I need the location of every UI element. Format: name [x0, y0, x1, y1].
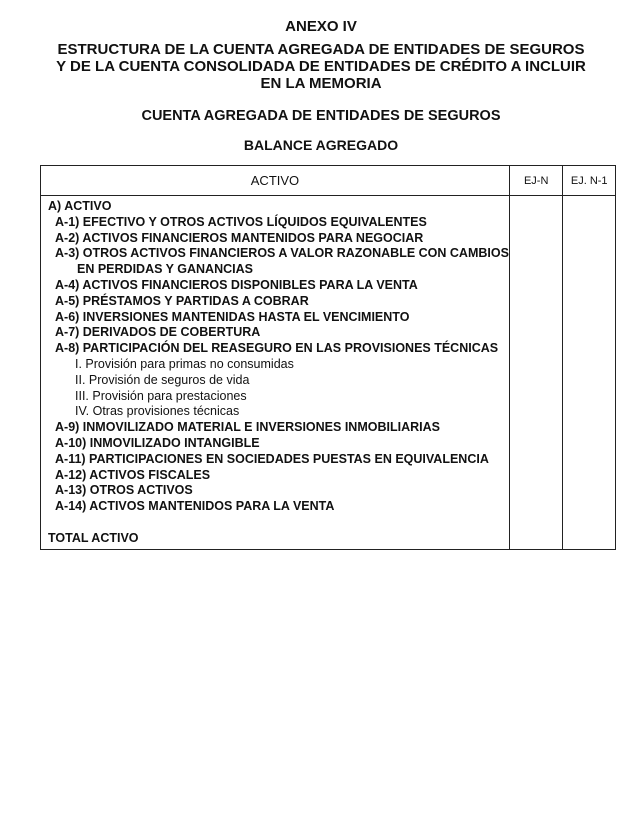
line-item-row: A) ACTIVO: [48, 199, 112, 213]
activo-items-cell: [41, 196, 510, 550]
line-item-row: A-5) PRÉSTAMOS Y PARTIDAS A COBRAR: [55, 293, 309, 308]
line-item-row: A-3) OTROS ACTIVOS FINANCIEROS A VALOR RAZONABLE CON CAMBIOS: [55, 246, 509, 261]
annex-title: ANEXO IV: [285, 18, 357, 35]
ej-n-1-values-cell: [563, 196, 616, 550]
line-item-row: A-14) ACTIVOS MANTENIDOS PARA LA VENTA: [55, 499, 335, 514]
table-header-row: [41, 166, 616, 196]
ej-n-values-cell: [509, 196, 563, 550]
line-item-row: A-10) INMOVILIZADO INTANGIBLE: [55, 435, 260, 450]
line-item-row: A-11) PARTICIPACIONES EN SOCIEDADES PUESTAS EN EQUIVALENCIA: [55, 451, 489, 466]
line-item-row: A-8) PARTICIPACIÓN DEL REASEGURO EN LAS PROVISIONES TÉCNICAS: [55, 341, 499, 356]
line-item-row: A-12) ACTIVOS FISCALES: [55, 467, 211, 482]
main-title-line: Y DE LA CUENTA CONSOLIDADA DE ENTIDADES DE CRÉDITO A INCLUIR: [56, 58, 586, 75]
line-item-row: A-1) EFECTIVO Y OTROS ACTIVOS LÍQUIDOS EQUIVALENTES: [55, 214, 427, 229]
line-item-row: TOTAL ACTIVO: [48, 530, 139, 545]
line-item-row: A-9) INMOVILIZADO MATERIAL E INVERSIONES INMOBILIARIAS: [55, 420, 440, 435]
header-ej-n: EJ-N: [509, 166, 563, 196]
sub-item-row: II. Provisión de seguros de vida: [75, 372, 250, 387]
line-item-row: EN PERDIDAS Y GANANCIAS: [77, 262, 253, 277]
main-title-line: ESTRUCTURA DE LA CUENTA AGREGADA DE ENTIDADES DE SEGUROS: [57, 41, 585, 58]
table-body-row: [41, 196, 616, 550]
line-item-row: A-2) ACTIVOS FINANCIEROS MANTENIDOS PARA NEGOCIAR: [55, 230, 424, 245]
header-activo: ACTIVO: [41, 166, 510, 196]
activo-items-list: [41, 199, 509, 547]
main-title: [0, 41, 642, 92]
sub-item-row: III. Provisión para prestaciones: [75, 388, 247, 403]
line-item-row: A-6) INVERSIONES MANTENIDAS HASTA EL VENCIMIENTO: [55, 309, 410, 324]
line-item-row: A-4) ACTIVOS FINANCIEROS DISPONIBLES PARA LA VENTA: [55, 277, 418, 292]
line-item-row: A-7) DERIVADOS DE COBERTURA: [55, 325, 261, 340]
balance-table: [40, 165, 616, 550]
balance-subtitle: BALANCE AGREGADO: [243, 137, 399, 153]
sub-item-row: IV. Otras provisiones técnicas: [75, 404, 240, 419]
line-item-row: A-13) OTROS ACTIVOS: [55, 483, 193, 498]
header-ej-n-1: EJ. N-1: [563, 166, 616, 196]
main-title-line: EN LA MEMORIA: [260, 75, 382, 92]
section-subtitle: CUENTA AGREGADA DE ENTIDADES DE SEGUROS: [141, 108, 501, 124]
sub-item-row: I. Provisión para primas no consumidas: [75, 356, 294, 371]
blank-row: [41, 515, 509, 531]
